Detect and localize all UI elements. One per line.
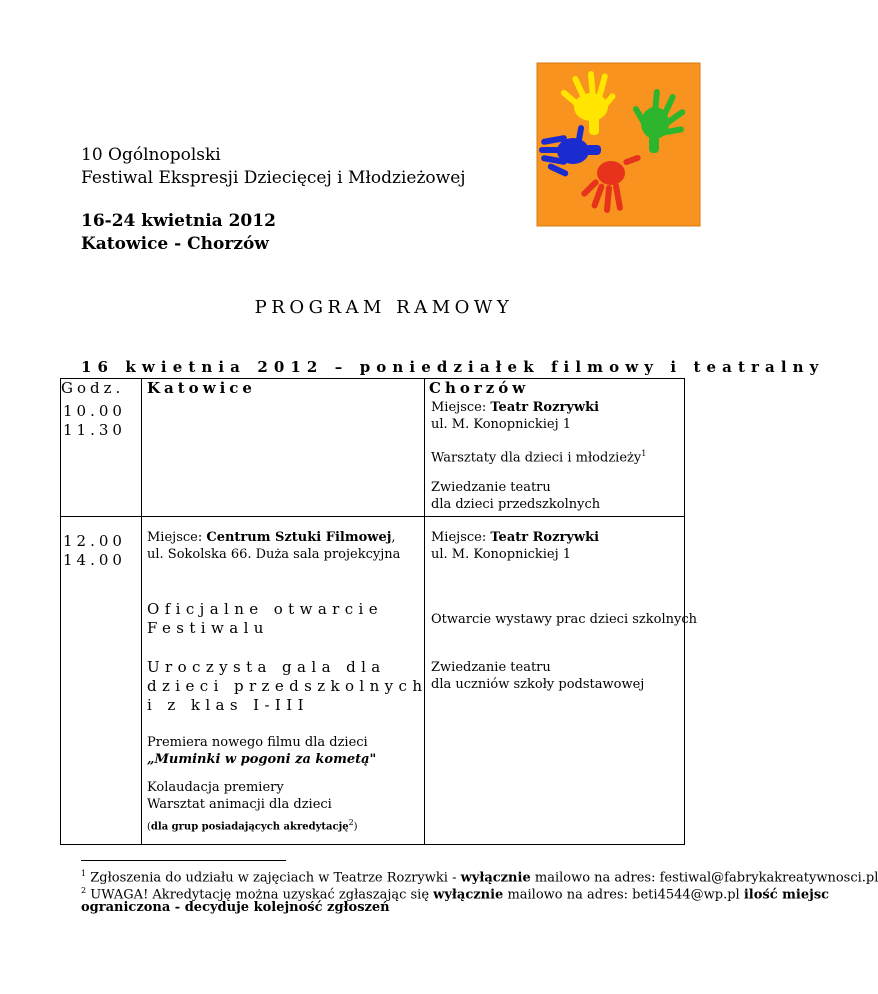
festival-name: Festiwal Ekspresji Dziecięcej i Młodzieżowej <box>81 168 466 188</box>
time-slot-2-end: 14.00 <box>63 551 126 569</box>
katowice-gala-l3: i z klas I-III <box>147 696 309 714</box>
chorzow-tour-school-l2: dla uczniów szkoły podstawowej <box>431 677 645 692</box>
katowice-premiere-l2: „Muminki w pogoni za kometą" <box>147 752 377 767</box>
festival-logo <box>537 63 700 226</box>
column-header-chorzow: Chorzów <box>429 379 530 397</box>
chorzow-tour-school-l1: Zwiedzanie teatru <box>431 660 551 675</box>
katowice-accreditation-note: (dla grup posiadających akredytację$^2$) <box>147 818 358 833</box>
katowice-gala-l2: dzieci przedszkolnych <box>147 677 428 695</box>
time-slot-1-start: 10.00 <box>63 402 126 420</box>
chorzow-address-2: ul. M. Konopnickiej 1 <box>431 547 572 562</box>
katowice-animation-workshop: Warsztat animacji dla dzieci <box>147 797 332 812</box>
time-slot-2-start: 12.00 <box>63 532 126 550</box>
katowice-opening-l1: Oficjalne otwarcie <box>147 600 384 618</box>
festival-cities: Katowice - Chorzów <box>81 234 269 254</box>
day-heading: 16 kwietnia 2012 – poniedziałek filmowy i teatralny <box>81 358 825 376</box>
footnote-separator <box>81 860 286 861</box>
footnote-2-continued: ograniczona - decyduje kolejność zgłoszeń <box>81 900 390 915</box>
festival-edition: 10 Ogólnopolski <box>81 145 221 165</box>
chorzow-tour-preschool-l1: Zwiedzanie teatru <box>431 480 551 495</box>
column-header-katowice: Katowice <box>147 379 256 397</box>
chorzow-workshops: Warsztaty dla dzieci i młodzieży$^1$ <box>431 449 647 466</box>
katowice-opening-l2: Festiwalu <box>147 619 269 637</box>
chorzow-venue-2: Miejsce: Teatr Rozrywki <box>431 530 600 545</box>
chorzow-address-1: ul. M. Konopnickiej 1 <box>431 417 572 432</box>
chorzow-venue-1: Miejsce: Teatr Rozrywki <box>431 400 600 415</box>
time-slot-1-end: 11.30 <box>63 421 126 439</box>
footnote-1: $^1$ Zgłoszenia do udziału w zajęciach w Teatrze Rozrywki - wyłącznie mailowo na adres: festiwal@fabrykakreatywnosci.pl <box>81 869 878 886</box>
footnote-2: $^2$ UWAGA! Akredytację można uzyskać zgłaszając się wyłącznie mailowo na adres: beti4544@wp.pl ilość miejsc <box>81 886 830 903</box>
program-title: PROGRAM RAMOWY <box>254 297 514 318</box>
column-header-time: Godz. <box>61 379 125 397</box>
katowice-colaudation: Kolaudacja premiery <box>147 780 284 795</box>
chorzow-exhibition: Otwarcie wystawy prac dzieci szkolnych <box>431 612 698 627</box>
katowice-gala-l1: Uroczysta gala dla <box>147 658 386 676</box>
festival-dates: 16-24 kwietnia 2012 <box>81 211 276 231</box>
katowice-address: ul. Sokolska 66. Duża sala projekcyjna <box>147 547 401 562</box>
chorzow-tour-preschool-l2: dla dzieci przedszkolnych <box>431 497 601 512</box>
katowice-premiere-l1: Premiera nowego filmu dla dzieci <box>147 735 368 750</box>
katowice-venue: Miejsce: Centrum Sztuki Filmowej, <box>147 530 396 545</box>
